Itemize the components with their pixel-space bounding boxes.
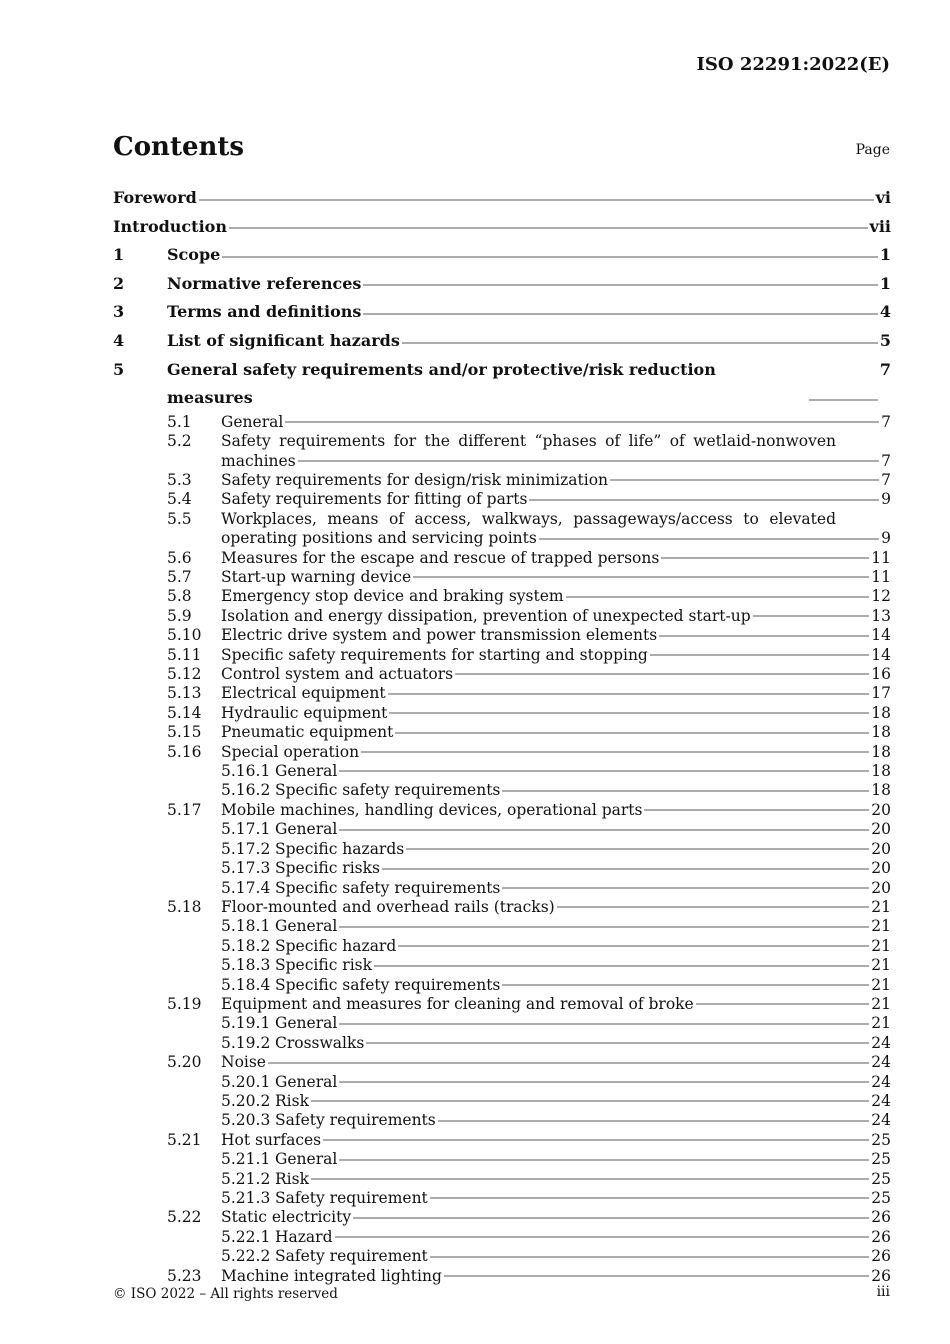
toc-entry-number: 5.17.3	[221, 859, 271, 878]
toc-entry-number: 5.10	[167, 626, 202, 645]
toc-entry-page: 21	[871, 1014, 891, 1033]
toc-entry-number: 5.17.2	[221, 839, 271, 858]
toc-entry-number: 5.18	[167, 897, 202, 916]
toc-entry-title: Specific safety requirements	[275, 781, 501, 800]
toc-entry-number: 5.7	[167, 568, 192, 586]
toc-entry[interactable]	[167, 510, 891, 529]
toc-entry[interactable]	[221, 1170, 891, 1189]
dot-leader	[566, 592, 870, 602]
toc-entry-title: Risk	[275, 1169, 309, 1188]
toc-entry-page: 1	[879, 245, 891, 265]
dot-leader	[557, 902, 870, 912]
toc-entry-page: 18	[871, 723, 891, 742]
dot-leader	[610, 475, 879, 485]
toc-entry-title: General	[275, 1072, 338, 1091]
toc-entry-title: Special operation	[221, 742, 360, 761]
toc-entry-page: 18	[871, 742, 891, 761]
toc-entry-page: 25	[871, 1169, 891, 1188]
toc-entry-number: 5.5	[167, 509, 192, 528]
toc-entry-title: Specific safety requirements for starting and stopping	[221, 645, 648, 664]
toc-entry-page: 14	[871, 626, 891, 645]
toc-entry-page: 20	[871, 878, 891, 897]
toc-entry-page: 21	[871, 975, 891, 994]
dot-leader	[650, 650, 869, 660]
copyright-notice: © ISO 2022 – All rights reserved	[113, 1286, 338, 1302]
dot-leader	[366, 1038, 869, 1048]
toc-entry-number: 5.19.2	[221, 1033, 271, 1052]
toc-entry-title: General	[275, 1150, 338, 1169]
toc-entry-title: Hydraulic equipment	[221, 703, 388, 722]
toc-entry-title: Static electricity	[221, 1208, 352, 1227]
toc-entry[interactable]	[167, 1267, 891, 1286]
toc-entry-page: 13	[871, 606, 891, 625]
toc-entry-page: 7	[881, 412, 891, 431]
toc-entry[interactable]	[167, 549, 891, 568]
toc-entry-title: Safety requirements for the different “phases of life” of wetlaid-nonwoven	[221, 432, 836, 451]
toc-entry-page: 18	[871, 703, 891, 722]
toc-entry-page: 18	[871, 762, 891, 781]
dot-leader	[382, 864, 869, 874]
toc-entry-number: 5.21.2	[221, 1169, 271, 1188]
toc-entry[interactable]	[167, 1131, 891, 1150]
dot-leader	[311, 1174, 869, 1184]
toc-entry-title-continued: machines	[221, 451, 296, 470]
toc-entry-page: 25	[871, 1130, 891, 1149]
toc-entry-page: 24	[871, 1053, 891, 1072]
toc-entry-page: 26	[871, 1208, 891, 1227]
toc-entry-page: 7	[879, 359, 891, 379]
toc-entry[interactable]	[167, 568, 891, 587]
toc-entry-title: Control system and actuators	[221, 665, 454, 684]
toc-entry-title: Terms and definitions	[167, 302, 362, 322]
toc-entry-page: 20	[871, 800, 891, 819]
toc-entry-page: 24	[871, 1091, 891, 1110]
toc-entry[interactable]	[221, 937, 891, 956]
toc-entry[interactable]	[221, 762, 891, 781]
toc-entry[interactable]	[167, 626, 891, 645]
toc-entry-number: 5.18.2	[221, 936, 271, 955]
contents-heading: Contents	[113, 132, 245, 162]
toc-entry[interactable]	[167, 743, 891, 762]
toc-entry-title: Safety requirements	[275, 1111, 436, 1130]
toc-entry[interactable]	[113, 298, 891, 327]
dot-leader	[339, 1019, 869, 1029]
toc-entry-title: General safety requirements and/or protective/risk reduction measures	[167, 359, 716, 408]
toc-entry-title: Specific safety requirements	[275, 975, 501, 994]
toc-entry-page: 9	[881, 490, 891, 509]
toc-entry[interactable]	[221, 840, 891, 859]
toc-entry[interactable]	[221, 1073, 891, 1092]
toc-entry-page: 26	[871, 1247, 891, 1266]
dot-leader	[809, 395, 878, 405]
toc-entry-title: General	[275, 820, 338, 839]
toc-entry-number: 5.16	[167, 742, 202, 761]
toc-entry-number: 5.20.3	[221, 1111, 271, 1130]
toc-entry-title: Safety requirement	[275, 1247, 428, 1266]
toc-entry-page: 12	[871, 587, 891, 606]
dot-leader	[361, 747, 869, 757]
toc-entry-title: Electrical equipment	[221, 684, 386, 703]
toc-entry-title: Equipment and measures for cleaning and removal of broke	[221, 994, 694, 1013]
toc-entry[interactable]	[113, 327, 891, 356]
toc-entry[interactable]	[167, 723, 891, 742]
toc-entry-title: Foreword	[113, 188, 197, 207]
toc-entry[interactable]	[167, 587, 891, 606]
toc-entry-title: Mobile machines, handling devices, operational parts	[221, 800, 643, 819]
toc-entry[interactable]	[113, 213, 891, 242]
toc-entry-number: 3	[113, 302, 125, 322]
toc-entry-title: Specific risks	[275, 859, 380, 878]
toc-entry[interactable]	[221, 917, 891, 936]
toc-entry[interactable]	[167, 665, 891, 684]
toc-entry-page: 26	[871, 1266, 891, 1285]
dot-leader	[502, 883, 869, 893]
dot-leader	[406, 844, 869, 854]
toc-entry-number: 5.19	[167, 994, 202, 1013]
toc-entry-title: Crosswalks	[275, 1033, 365, 1052]
dot-leader	[323, 1135, 869, 1145]
toc-entry-title: Noise	[221, 1053, 266, 1072]
toc-entry[interactable]	[167, 471, 891, 490]
toc-entry[interactable]	[221, 781, 891, 800]
toc-entry[interactable]	[221, 859, 891, 878]
toc-entry[interactable]	[221, 1189, 891, 1208]
toc-entry-number: 5.4	[167, 490, 192, 509]
dot-leader	[389, 708, 869, 718]
toc-entry-number: 5.18.3	[221, 956, 271, 975]
toc-entry-title: Floor-mounted and overhead rails (tracks)	[221, 897, 555, 916]
dot-leader	[430, 1193, 869, 1203]
toc-entry-page: 25	[871, 1150, 891, 1169]
toc-entry-page: 24	[871, 1072, 891, 1091]
toc-entry-number: 5.3	[167, 470, 192, 489]
toc-entry-number: 2	[113, 273, 125, 293]
toc-entry-number: 5.17	[167, 800, 202, 819]
toc-entry[interactable]	[221, 1228, 891, 1247]
toc-entry[interactable]	[221, 956, 891, 975]
toc-entry-title: Pneumatic equipment	[221, 723, 394, 742]
toc-entry-number: 5.16.1	[221, 762, 271, 781]
dot-leader	[339, 766, 869, 776]
toc-entry-title: Specific hazards	[275, 839, 405, 858]
toc-entry-number: 5.15	[167, 723, 202, 742]
toc-entry[interactable]	[113, 270, 891, 299]
toc-entry-title: Hot surfaces	[221, 1130, 322, 1149]
toc-entry[interactable]	[221, 1247, 891, 1266]
toc-entry-number: 5.11	[167, 645, 202, 664]
toc-entry-page: vii	[869, 216, 891, 236]
toc-entry-number: 5.12	[167, 665, 202, 684]
toc-entry-page: 25	[871, 1189, 891, 1207]
toc-entry-number: 5.22	[167, 1208, 202, 1227]
toc-entry-page: 9	[881, 529, 891, 548]
toc-entry-number: 5.9	[167, 606, 192, 625]
dot-leader	[229, 223, 868, 233]
dot-leader	[298, 456, 879, 466]
dot-leader	[388, 689, 870, 699]
toc-entry-page: 21	[871, 917, 891, 936]
toc-entry[interactable]	[167, 1208, 891, 1227]
toc-entry-page: 7	[881, 470, 891, 489]
toc-entry-title-continued: operating positions and servicing points	[221, 529, 537, 548]
toc-entry-title: Hazard	[275, 1227, 333, 1246]
toc-entry-title: General	[275, 762, 338, 781]
toc-entry-title: Normative references	[167, 273, 362, 293]
toc-entry-number: 5.6	[167, 548, 192, 567]
toc-entry-number: 5.16.2	[221, 781, 271, 800]
toc-entry[interactable]	[167, 801, 891, 820]
toc-entry-page: 24	[871, 1111, 891, 1130]
toc-entry-page: 21	[871, 897, 891, 916]
toc-entry-title: Specific risk	[275, 956, 373, 975]
toc-entry[interactable]	[167, 684, 891, 703]
dot-leader	[413, 572, 869, 582]
dot-leader	[696, 999, 870, 1009]
toc-entry-title: Risk	[275, 1091, 309, 1110]
dot-leader	[395, 728, 869, 738]
toc-entry-page: 16	[871, 665, 891, 684]
toc-entry-page: 5	[879, 330, 891, 350]
toc-entry-page: 4	[879, 302, 891, 322]
toc-entry-page: 14	[871, 645, 891, 664]
dot-leader	[199, 195, 874, 205]
toc-entry[interactable]	[221, 1150, 891, 1169]
toc-entry-title: Machine integrated lighting	[221, 1266, 442, 1285]
toc-entry-title: Measures for the escape and rescue of trapped persons	[221, 548, 660, 567]
toc-entry-number: 5.18.1	[221, 917, 271, 936]
toc-entry-number: 5.19.1	[221, 1014, 271, 1033]
toc-entry-page: 7	[881, 451, 891, 470]
standard-identifier: ISO 22291:2022(E)	[696, 54, 890, 75]
toc-entry-title: Electric drive system and power transmission elements	[221, 626, 658, 645]
toc-entry-title: General	[221, 412, 284, 431]
toc-entry-page: 24	[871, 1033, 891, 1052]
toc-entry-number: 5.21.1	[221, 1150, 271, 1169]
dot-leader	[539, 534, 879, 544]
toc-entry[interactable]	[221, 1092, 891, 1111]
toc-entry[interactable]	[113, 241, 891, 270]
toc-entry-page: vi	[875, 188, 891, 207]
dot-leader	[353, 1213, 869, 1223]
dot-leader	[339, 1077, 869, 1087]
toc-entry-title: Introduction	[113, 216, 227, 236]
toc-entry-title: Specific hazard	[275, 936, 397, 955]
toc-entry-number: 5.18.4	[221, 975, 271, 994]
toc-entry-number: 5.22.2	[221, 1247, 271, 1266]
table-of-contents	[113, 184, 891, 1286]
dot-leader	[311, 1096, 869, 1106]
toc-entry-number: 5.20.2	[221, 1091, 271, 1110]
toc-entry-number: 5.2	[167, 432, 192, 451]
toc-entry-title: Workplaces, means of access, walkways, passageways/access to elevated	[221, 509, 836, 528]
page-number: iii	[876, 1284, 890, 1300]
toc-entry-page: 18	[871, 781, 891, 800]
dot-leader	[438, 1116, 870, 1126]
toc-entry[interactable]	[113, 184, 891, 213]
toc-entry[interactable]	[221, 820, 891, 839]
toc-entry[interactable]	[167, 995, 891, 1014]
toc-entry-number: 5.20.1	[221, 1072, 271, 1091]
toc-entry[interactable]	[221, 879, 891, 898]
toc-entry[interactable]	[167, 646, 891, 665]
toc-entry-number: 5.1	[167, 412, 192, 431]
toc-entry[interactable]	[221, 1034, 891, 1053]
dot-leader	[444, 1271, 869, 1281]
toc-entry[interactable]	[167, 413, 891, 432]
toc-entry-title: Safety requirements for fitting of parts	[221, 490, 528, 509]
toc-entry-title: Specific safety requirements	[275, 878, 501, 897]
toc-entry[interactable]	[221, 1111, 891, 1130]
dot-leader	[529, 495, 879, 505]
dot-leader	[339, 825, 869, 835]
toc-entry[interactable]	[113, 356, 891, 413]
toc-entry-continuation[interactable]	[221, 529, 891, 548]
toc-entry-number: 5.21.3	[221, 1189, 271, 1207]
toc-entry-number: 5.13	[167, 684, 202, 703]
toc-entry-title: List of significant hazards	[167, 330, 400, 350]
toc-entry[interactable]	[167, 607, 891, 626]
toc-entry-page: 11	[871, 568, 891, 586]
dot-leader	[363, 280, 877, 290]
toc-entry[interactable]	[167, 432, 891, 451]
toc-entry-title: Safety requirement	[275, 1189, 428, 1207]
toc-entry-page: 21	[871, 994, 891, 1013]
dot-leader	[374, 961, 869, 971]
toc-entry-number: 5.17.4	[221, 878, 271, 897]
dot-leader	[661, 553, 869, 563]
toc-entry-page: 17	[871, 684, 891, 703]
toc-entry-title: Isolation and energy dissipation, prevention of unexpected start-up	[221, 606, 751, 625]
toc-entry-title: Emergency stop device and braking system	[221, 587, 564, 606]
toc-entry-page: 26	[871, 1227, 891, 1246]
toc-entry[interactable]	[167, 898, 891, 917]
toc-entry-number: 5.8	[167, 587, 192, 606]
dot-leader	[398, 941, 869, 951]
dot-leader	[339, 1155, 869, 1165]
dot-leader	[268, 1058, 869, 1068]
toc-entry-title: Scope	[167, 245, 221, 265]
toc-entry-number: 5.20	[167, 1053, 202, 1072]
toc-entry[interactable]	[221, 976, 891, 995]
dot-leader	[285, 417, 879, 427]
toc-entry-number: 5.17.1	[221, 820, 271, 839]
page-column-label: Page	[855, 142, 890, 158]
dot-leader	[455, 669, 869, 679]
toc-entry-title: General	[275, 917, 338, 936]
dot-leader	[222, 252, 878, 262]
toc-entry-number: 5	[113, 359, 125, 379]
toc-entry-title: General	[275, 1014, 338, 1033]
toc-entry-page: 21	[871, 956, 891, 975]
dot-leader	[402, 338, 878, 348]
toc-entry-page: 20	[871, 859, 891, 878]
toc-entry[interactable]	[167, 1053, 891, 1072]
toc-entry-title: Safety requirements for design/risk minimization	[221, 470, 609, 489]
toc-entry-number: 5.23	[167, 1266, 202, 1285]
toc-entry-number: 5.14	[167, 703, 202, 722]
toc-entry-number: 5.21	[167, 1130, 202, 1149]
dot-leader	[502, 786, 869, 796]
toc-entry-number: 4	[113, 330, 125, 350]
toc-entry-title: Start-up warning device	[221, 568, 412, 586]
toc-entry-number: 5.22.1	[221, 1227, 271, 1246]
toc-entry-page: 11	[871, 548, 891, 567]
dot-leader	[753, 611, 870, 621]
dot-leader	[339, 922, 869, 932]
dot-leader	[644, 805, 869, 815]
dot-leader	[363, 309, 877, 319]
toc-entry[interactable]	[221, 1014, 891, 1033]
toc-entry-page: 21	[871, 936, 891, 955]
toc-entry-page: 20	[871, 820, 891, 839]
toc-entry-page: 1	[879, 273, 891, 293]
toc-entry-page: 20	[871, 839, 891, 858]
toc-entry-continuation[interactable]	[221, 452, 891, 471]
toc-entry[interactable]	[167, 490, 891, 509]
toc-entry-number: 1	[113, 245, 125, 265]
dot-leader	[335, 1232, 870, 1242]
dot-leader	[659, 631, 869, 641]
toc-entry[interactable]	[167, 704, 891, 723]
dot-leader	[502, 980, 869, 990]
dot-leader	[430, 1252, 869, 1262]
